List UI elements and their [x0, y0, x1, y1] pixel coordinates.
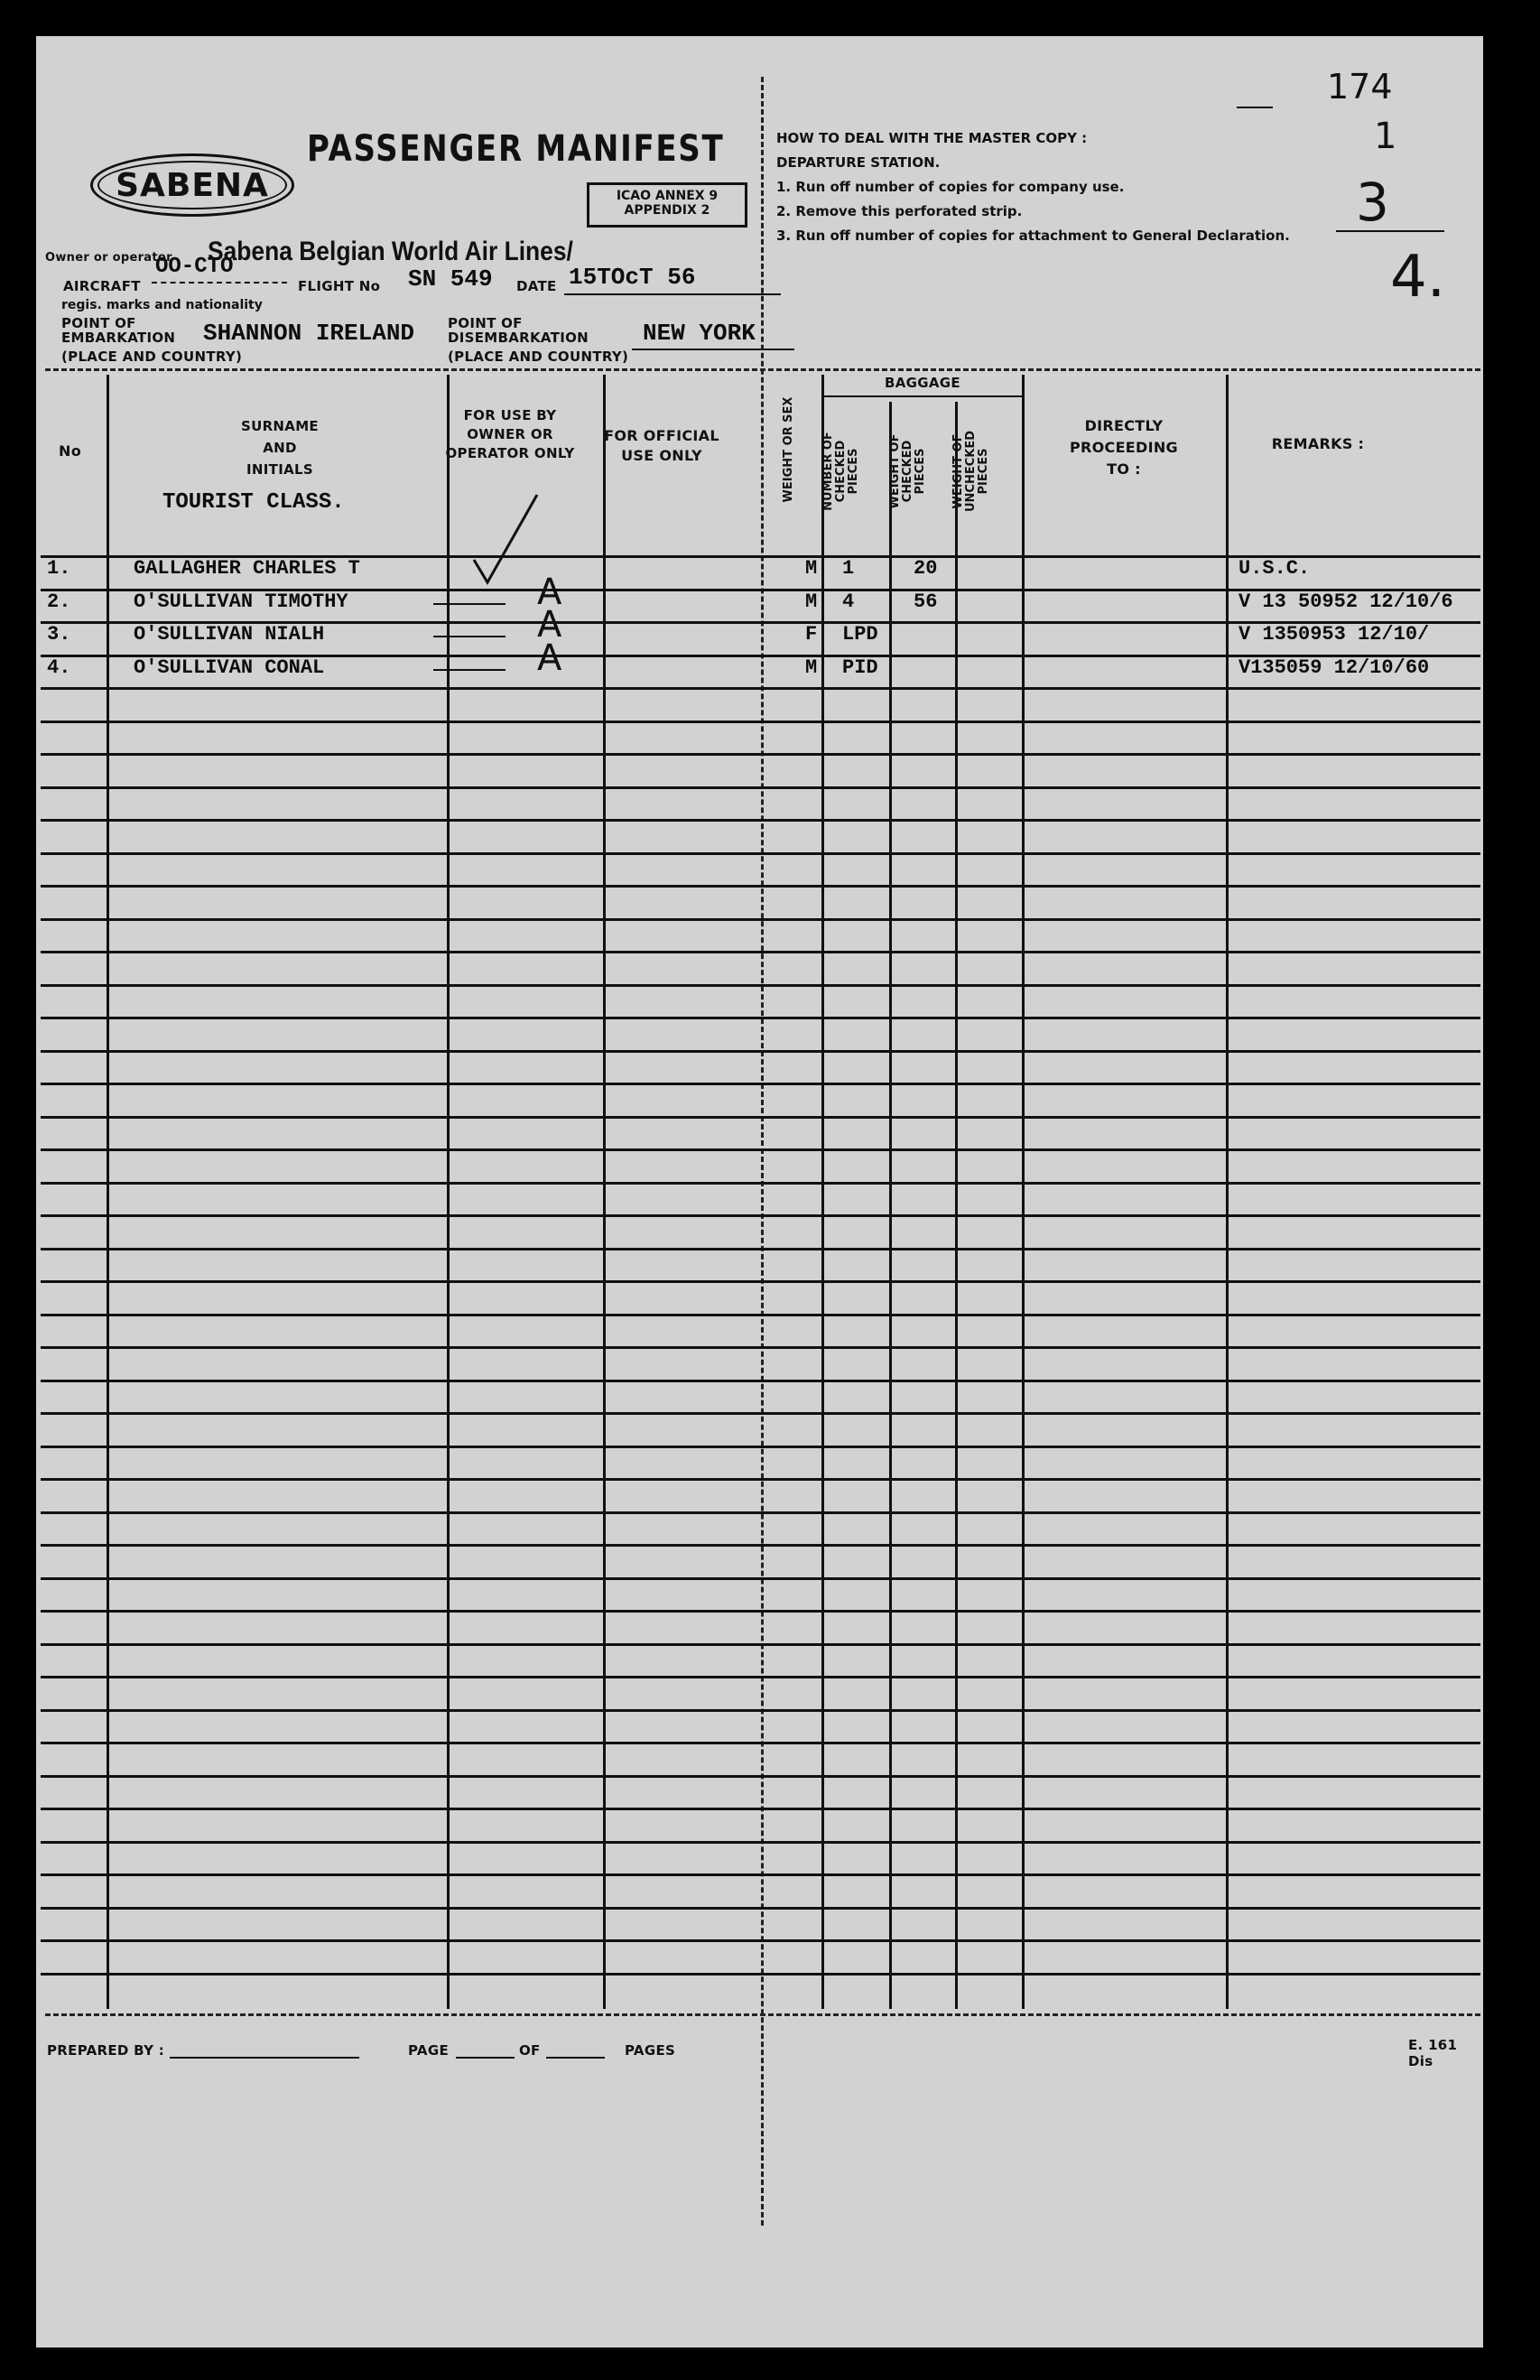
checked-pieces: PID: [842, 656, 878, 679]
aircraft-underline: [152, 282, 287, 284]
owner-label: Owner or operator: [45, 251, 172, 265]
row-line: [41, 951, 1480, 953]
embark-label: POINT OF EMBARKATION: [61, 315, 176, 346]
remarks: U.S.C.: [1238, 558, 1311, 580]
row-line: [41, 1116, 1480, 1119]
row-line: [41, 819, 1480, 822]
instructions-step3: 3. Run off number of copies for attachment to General Declaration.: [776, 228, 1290, 244]
row-line: [41, 1643, 1480, 1646]
row-line: [41, 721, 1480, 723]
col-owner-header: FOR USE BY OWNER OR OPERATOR ONLY: [445, 407, 575, 461]
row-line: [41, 984, 1480, 987]
icao-box: ICAO ANNEX 9 APPENDIX 2: [587, 182, 747, 228]
row-line: [41, 786, 1480, 789]
margin-note-4: 4.: [1390, 244, 1446, 311]
flight-label: FLIGHT No: [298, 278, 381, 294]
row-line: [41, 1214, 1480, 1217]
row-line: [41, 1314, 1480, 1316]
passenger-sex: F: [805, 623, 818, 646]
row-line: [41, 1544, 1480, 1547]
margin-note-3: 3: [1356, 172, 1389, 233]
row-line: [41, 1412, 1480, 1415]
row-number: 2.: [47, 590, 71, 613]
remarks: V135059 12/10/60: [1238, 657, 1430, 679]
col-weight-checked-header: WEIGHT OF CHECKED PIECES: [888, 433, 927, 509]
col-weight-unchecked-header: WEIGHT OF UNCHECKED PIECES: [951, 430, 990, 513]
remarks: V 1350953 12/10/: [1238, 624, 1430, 646]
instructions-station: DEPARTURE STATION.: [776, 154, 941, 171]
passenger-sex: M: [805, 656, 818, 679]
margin-tick: [1237, 107, 1273, 108]
col-remarks-header: REMARKS :: [1271, 435, 1365, 452]
col-no-header: No: [59, 442, 81, 460]
row-line: [41, 1775, 1480, 1778]
passenger-name: O'SULLIVAN NIALH: [134, 623, 325, 646]
owner-mark-stroke: [433, 669, 506, 671]
instructions-block: [776, 126, 1408, 248]
row-number: 1.: [47, 557, 71, 580]
row-line: [41, 1050, 1480, 1053]
row-line: [41, 1280, 1480, 1283]
row-line: [41, 1083, 1480, 1085]
flight-value: SN 549: [408, 265, 493, 293]
embark-sub: (PLACE AND COUNTRY): [61, 349, 243, 365]
row-line: [41, 1907, 1480, 1910]
row-line: [41, 1148, 1480, 1151]
row-line: [41, 1478, 1480, 1481]
col-surname-header: SURNAME AND INITIALS: [241, 418, 319, 478]
row-line: [41, 918, 1480, 921]
date-label: DATE: [516, 278, 557, 294]
row-line: [41, 1973, 1480, 1976]
date-underline: [564, 293, 781, 295]
checked-pieces: LPD: [842, 623, 878, 646]
owner-mark-stroke: [433, 603, 506, 605]
row-number: 3.: [47, 623, 71, 646]
instructions-step1: 1. Run off number of copies for company use.: [776, 179, 1125, 195]
row-line: [41, 1577, 1480, 1580]
header-divider: [45, 368, 1480, 371]
form-code: E. 161 Dis: [1408, 2037, 1458, 2069]
col-line-7: [1022, 375, 1025, 2009]
col-baggage-header: BAGGAGE: [885, 375, 960, 391]
baggage-header-line: [821, 395, 1025, 397]
row-line: [41, 1182, 1480, 1185]
prepared-by-label: PREPARED BY :: [47, 2042, 165, 2059]
of-line: [546, 2057, 605, 2059]
checked-weight: 56: [914, 590, 938, 613]
row-line: [41, 753, 1480, 756]
instructions-step2: 2. Remove this perforated strip.: [776, 203, 1023, 219]
page-label: PAGE: [408, 2042, 449, 2059]
prepared-by-line: [170, 2057, 359, 2059]
margin-note-1: 1: [1374, 116, 1397, 157]
instructions-title: HOW TO DEAL WITH THE MASTER COPY :: [776, 130, 1088, 146]
col-line-5: [889, 402, 892, 2009]
remarks: V 13 50952 12/10/6: [1238, 591, 1453, 613]
aircraft-value: OO-CTO: [155, 255, 234, 279]
disembark-sub: (PLACE AND COUNTRY): [448, 349, 629, 365]
row-line: [41, 1511, 1480, 1514]
row-line: [41, 1248, 1480, 1250]
footer-divider: [45, 2013, 1480, 2016]
col-directly-header: DIRECTLY PROCEEDING TO :: [1069, 417, 1178, 478]
pages-label: PAGES: [625, 2042, 676, 2059]
col-weight-sex-header: WEIGHT OR SEX: [782, 396, 795, 503]
col-line-2: [447, 375, 450, 2009]
row-number: 4.: [47, 656, 71, 679]
page-line: [456, 2057, 515, 2059]
row-line: [41, 1676, 1480, 1678]
disembark-underline: [632, 349, 794, 350]
row-line: [41, 1380, 1480, 1382]
class-label: TOURIST CLASS.: [162, 490, 345, 515]
row-line: [41, 1939, 1480, 1942]
owner-mark: A: [537, 572, 562, 613]
row-line: [41, 1841, 1480, 1844]
perforation-line: [761, 77, 764, 2226]
col-line-6: [955, 402, 958, 2009]
col-official-header: FOR OFFICIAL USE ONLY: [604, 427, 719, 464]
col-num-checked-header: NUMBER OF CHECKED PIECES: [821, 432, 860, 511]
manifest-title: PASSENGER MANIFEST: [307, 128, 725, 170]
embark-value: SHANNON IRELAND: [203, 320, 415, 347]
aircraft-label: AIRCRAFT: [63, 278, 141, 294]
owner-value: Sabena Belgian World Air Lines/: [208, 237, 573, 266]
checked-pieces: 4: [842, 590, 855, 613]
passenger-name: O'SULLIVAN TIMOTHY: [134, 590, 348, 613]
passenger-name: O'SULLIVAN CONAL: [134, 656, 325, 679]
col-line-4: [821, 375, 824, 2009]
manifest-sheet: [36, 36, 1483, 2347]
row-line: [41, 1446, 1480, 1448]
row-line: [41, 1808, 1480, 1810]
row-line: [41, 1709, 1480, 1712]
checked-weight: 20: [914, 557, 938, 580]
passenger-name: GALLAGHER CHARLES T: [134, 557, 360, 580]
row-line: [41, 1742, 1480, 1744]
page-number: 174: [1327, 67, 1393, 107]
disembark-value: NEW YORK: [643, 320, 756, 347]
row-line: [41, 885, 1480, 888]
owner-checkmark: [447, 488, 555, 596]
row-line: [41, 687, 1480, 690]
row-line: [41, 1873, 1480, 1876]
checked-pieces: 1: [842, 557, 855, 580]
row-line: [41, 1610, 1480, 1613]
sabena-logo: SABENA: [90, 153, 294, 217]
passenger-sex: M: [805, 590, 818, 613]
aircraft-sub: regis. marks and nationality: [61, 298, 263, 312]
date-value: 15TOcT 56: [569, 264, 696, 291]
row-line: [41, 1017, 1480, 1019]
owner-mark: A: [537, 637, 562, 679]
col-line-1: [107, 375, 109, 2009]
owner-mark: A: [537, 604, 562, 646]
row-line: [41, 852, 1480, 855]
row-line: [41, 1346, 1480, 1349]
disembark-label: POINT OF DISEMBARKATION: [448, 315, 589, 346]
col-line-3: [603, 375, 606, 2009]
owner-mark-stroke: [433, 636, 506, 637]
passenger-sex: M: [805, 557, 818, 580]
col-line-8: [1226, 375, 1229, 2009]
of-label: OF: [519, 2042, 541, 2059]
